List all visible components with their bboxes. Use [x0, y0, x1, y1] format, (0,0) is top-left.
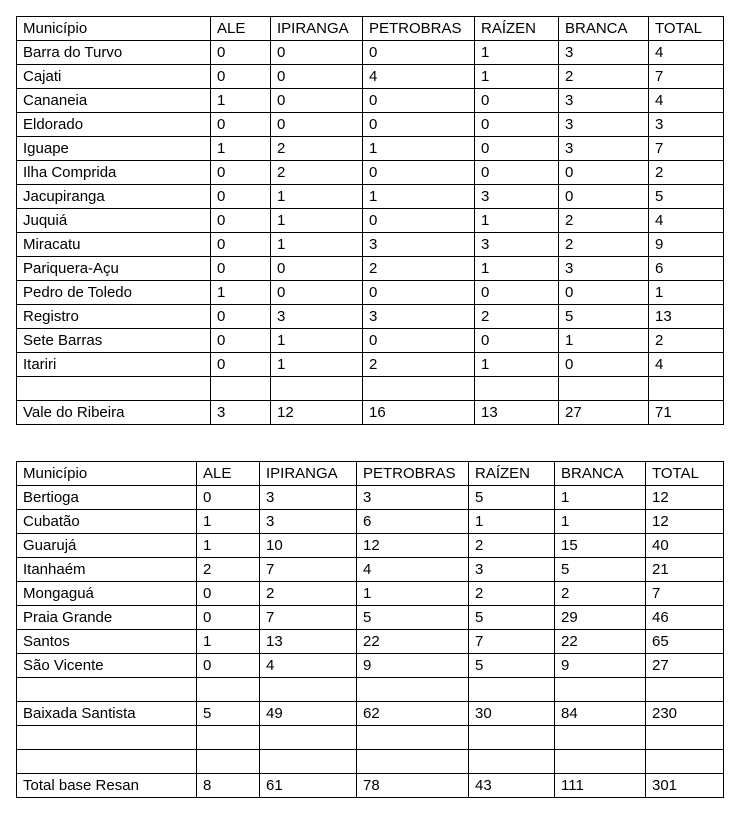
- value-cell: 3: [475, 233, 559, 257]
- municipality-cell: Jacupiranga: [17, 185, 211, 209]
- value-cell: [646, 750, 724, 774]
- table-row: [17, 606, 724, 630]
- value-cell: 10: [260, 534, 357, 558]
- table-row: [17, 329, 724, 353]
- table-row: [17, 774, 724, 798]
- value-cell: [197, 678, 260, 702]
- value-cell: 1: [475, 41, 559, 65]
- municipality-cell: Pedro de Toledo: [17, 281, 211, 305]
- table-row: [17, 113, 724, 137]
- value-cell: 2: [555, 582, 646, 606]
- value-cell: 22: [357, 630, 469, 654]
- value-cell: 1: [211, 281, 271, 305]
- value-cell: 2: [649, 329, 724, 353]
- municipality-cell: [17, 726, 197, 750]
- column-header: IPIRANGA: [271, 17, 363, 41]
- value-cell: 12: [646, 510, 724, 534]
- value-cell: 0: [475, 113, 559, 137]
- value-cell: 301: [646, 774, 724, 798]
- value-cell: 0: [271, 65, 363, 89]
- value-cell: 3: [559, 41, 649, 65]
- value-cell: 4: [649, 89, 724, 113]
- value-cell: 15: [555, 534, 646, 558]
- column-header: Município: [17, 462, 197, 486]
- value-cell: 13: [260, 630, 357, 654]
- value-cell: 9: [357, 654, 469, 678]
- value-cell: 43: [469, 774, 555, 798]
- municipality-cell: Santos: [17, 630, 197, 654]
- municipality-cell: Itariri: [17, 353, 211, 377]
- header-row: [17, 17, 724, 41]
- column-header: BRANCA: [555, 462, 646, 486]
- value-cell: 0: [363, 89, 475, 113]
- value-cell: 111: [555, 774, 646, 798]
- value-cell: 3: [559, 113, 649, 137]
- value-cell: 1: [271, 329, 363, 353]
- table-row: [17, 726, 724, 750]
- value-cell: [469, 726, 555, 750]
- value-cell: 2: [363, 353, 475, 377]
- value-cell: 0: [559, 353, 649, 377]
- value-cell: 71: [649, 401, 724, 425]
- table-baixada-santista: [16, 461, 724, 798]
- value-cell: 40: [646, 534, 724, 558]
- municipality-cell: Mongaguá: [17, 582, 197, 606]
- value-cell: 7: [260, 606, 357, 630]
- value-cell: [197, 726, 260, 750]
- table-vale-do-ribeira: [16, 16, 724, 425]
- value-cell: 0: [475, 161, 559, 185]
- value-cell: 2: [197, 558, 260, 582]
- value-cell: [260, 678, 357, 702]
- municipality-cell: Guarujá: [17, 534, 197, 558]
- value-cell: 12: [271, 401, 363, 425]
- value-cell: 0: [197, 654, 260, 678]
- table-row: [17, 702, 724, 726]
- municipality-cell: [17, 678, 197, 702]
- value-cell: 61: [260, 774, 357, 798]
- value-cell: 3: [271, 305, 363, 329]
- municipality-cell: Registro: [17, 305, 211, 329]
- column-header: RAÍZEN: [475, 17, 559, 41]
- value-cell: 0: [559, 185, 649, 209]
- value-cell: 0: [271, 257, 363, 281]
- municipality-cell: Total base Resan: [17, 774, 197, 798]
- municipality-cell: [17, 377, 211, 401]
- table-row: [17, 401, 724, 425]
- column-header: RAÍZEN: [469, 462, 555, 486]
- value-cell: 0: [475, 281, 559, 305]
- value-cell: 27: [559, 401, 649, 425]
- value-cell: 3: [363, 305, 475, 329]
- value-cell: 13: [475, 401, 559, 425]
- value-cell: 5: [649, 185, 724, 209]
- value-cell: 29: [555, 606, 646, 630]
- value-cell: 0: [271, 41, 363, 65]
- value-cell: 3: [559, 89, 649, 113]
- value-cell: 7: [469, 630, 555, 654]
- table-row: [17, 161, 724, 185]
- table-row: [17, 510, 724, 534]
- value-cell: 0: [363, 41, 475, 65]
- value-cell: 22: [555, 630, 646, 654]
- value-cell: 12: [646, 486, 724, 510]
- value-cell: [211, 377, 271, 401]
- value-cell: 2: [475, 305, 559, 329]
- value-cell: 1: [271, 185, 363, 209]
- table-row: [17, 558, 724, 582]
- value-cell: 1: [197, 630, 260, 654]
- value-cell: 1: [555, 510, 646, 534]
- table-row: [17, 257, 724, 281]
- value-cell: 1: [475, 353, 559, 377]
- value-cell: 8: [197, 774, 260, 798]
- value-cell: 78: [357, 774, 469, 798]
- value-cell: 2: [271, 137, 363, 161]
- value-cell: 1: [211, 137, 271, 161]
- value-cell: 1: [555, 486, 646, 510]
- value-cell: 62: [357, 702, 469, 726]
- value-cell: 2: [260, 582, 357, 606]
- value-cell: 2: [559, 233, 649, 257]
- column-header: BRANCA: [559, 17, 649, 41]
- value-cell: 4: [363, 65, 475, 89]
- value-cell: 0: [475, 137, 559, 161]
- table-row: [17, 582, 724, 606]
- value-cell: [357, 726, 469, 750]
- value-cell: [197, 750, 260, 774]
- value-cell: 7: [646, 582, 724, 606]
- value-cell: 2: [469, 582, 555, 606]
- value-cell: 0: [211, 329, 271, 353]
- value-cell: 46: [646, 606, 724, 630]
- municipality-cell: Itanhaém: [17, 558, 197, 582]
- value-cell: 0: [211, 113, 271, 137]
- value-cell: 4: [649, 353, 724, 377]
- value-cell: 30: [469, 702, 555, 726]
- value-cell: 6: [357, 510, 469, 534]
- table-row: [17, 654, 724, 678]
- value-cell: 0: [559, 281, 649, 305]
- value-cell: [357, 678, 469, 702]
- value-cell: 0: [197, 606, 260, 630]
- value-cell: 0: [211, 353, 271, 377]
- header-row: [17, 462, 724, 486]
- value-cell: 5: [469, 486, 555, 510]
- municipality-cell: Juquiá: [17, 209, 211, 233]
- value-cell: 16: [363, 401, 475, 425]
- value-cell: [357, 750, 469, 774]
- value-cell: 0: [271, 89, 363, 113]
- municipality-cell: Cubatão: [17, 510, 197, 534]
- value-cell: 5: [555, 558, 646, 582]
- value-cell: [649, 377, 724, 401]
- value-cell: 7: [649, 65, 724, 89]
- value-cell: 1: [211, 89, 271, 113]
- value-cell: 27: [646, 654, 724, 678]
- municipality-cell: Cajati: [17, 65, 211, 89]
- table-row: [17, 678, 724, 702]
- value-cell: 1: [475, 209, 559, 233]
- value-cell: 3: [559, 137, 649, 161]
- value-cell: 2: [271, 161, 363, 185]
- municipality-cell: Sete Barras: [17, 329, 211, 353]
- value-cell: [646, 726, 724, 750]
- value-cell: 2: [559, 65, 649, 89]
- value-cell: [559, 377, 649, 401]
- value-cell: 0: [197, 582, 260, 606]
- table-row: [17, 233, 724, 257]
- municipality-cell: Barra do Turvo: [17, 41, 211, 65]
- value-cell: [469, 678, 555, 702]
- value-cell: [260, 750, 357, 774]
- value-cell: 0: [271, 113, 363, 137]
- value-cell: 3: [357, 486, 469, 510]
- column-header: TOTAL: [646, 462, 724, 486]
- table-row: [17, 185, 724, 209]
- value-cell: [555, 726, 646, 750]
- value-cell: 13: [649, 305, 724, 329]
- value-cell: 0: [197, 486, 260, 510]
- value-cell: 1: [271, 353, 363, 377]
- value-cell: 2: [559, 209, 649, 233]
- value-cell: 3: [475, 185, 559, 209]
- value-cell: 230: [646, 702, 724, 726]
- table-row: [17, 486, 724, 510]
- value-cell: 0: [475, 329, 559, 353]
- table-row: [17, 305, 724, 329]
- value-cell: 0: [211, 257, 271, 281]
- value-cell: [271, 377, 363, 401]
- value-cell: 1: [357, 582, 469, 606]
- value-cell: 84: [555, 702, 646, 726]
- value-cell: 12: [357, 534, 469, 558]
- value-cell: 7: [649, 137, 724, 161]
- value-cell: 1: [271, 233, 363, 257]
- value-cell: 0: [363, 329, 475, 353]
- value-cell: 4: [357, 558, 469, 582]
- value-cell: 1: [363, 137, 475, 161]
- value-cell: 1: [271, 209, 363, 233]
- municipality-cell: Bertioga: [17, 486, 197, 510]
- value-cell: 0: [211, 305, 271, 329]
- table-row: [17, 281, 724, 305]
- value-cell: 2: [363, 257, 475, 281]
- value-cell: [363, 377, 475, 401]
- value-cell: 4: [649, 209, 724, 233]
- value-cell: 1: [475, 257, 559, 281]
- value-cell: 9: [555, 654, 646, 678]
- value-cell: 5: [197, 702, 260, 726]
- table-row: [17, 353, 724, 377]
- value-cell: 4: [260, 654, 357, 678]
- value-cell: [469, 750, 555, 774]
- column-header: TOTAL: [649, 17, 724, 41]
- value-cell: 49: [260, 702, 357, 726]
- column-header: Município: [17, 17, 211, 41]
- value-cell: 0: [211, 161, 271, 185]
- value-cell: 1: [197, 510, 260, 534]
- column-header: PETROBRAS: [357, 462, 469, 486]
- value-cell: 2: [469, 534, 555, 558]
- value-cell: 4: [649, 41, 724, 65]
- table-body: [17, 17, 724, 425]
- value-cell: 0: [559, 161, 649, 185]
- value-cell: 1: [559, 329, 649, 353]
- column-header: ALE: [197, 462, 260, 486]
- value-cell: 1: [363, 185, 475, 209]
- value-cell: 3: [469, 558, 555, 582]
- value-cell: 5: [469, 654, 555, 678]
- table-row: [17, 65, 724, 89]
- value-cell: 7: [260, 558, 357, 582]
- value-cell: 1: [475, 65, 559, 89]
- value-cell: 0: [363, 281, 475, 305]
- municipality-cell: [17, 750, 197, 774]
- value-cell: 0: [475, 89, 559, 113]
- table-row: [17, 377, 724, 401]
- municipality-cell: Ilha Comprida: [17, 161, 211, 185]
- value-cell: 3: [649, 113, 724, 137]
- value-cell: 1: [197, 534, 260, 558]
- value-cell: 1: [649, 281, 724, 305]
- value-cell: 3: [559, 257, 649, 281]
- column-header: IPIRANGA: [260, 462, 357, 486]
- table-row: [17, 750, 724, 774]
- table-body: [17, 462, 724, 798]
- value-cell: 0: [211, 41, 271, 65]
- value-cell: 0: [271, 281, 363, 305]
- value-cell: 0: [363, 161, 475, 185]
- value-cell: 5: [559, 305, 649, 329]
- value-cell: 9: [649, 233, 724, 257]
- municipality-cell: Miracatu: [17, 233, 211, 257]
- table-row: [17, 534, 724, 558]
- table-row: [17, 209, 724, 233]
- value-cell: 1: [469, 510, 555, 534]
- value-cell: [646, 678, 724, 702]
- value-cell: [260, 726, 357, 750]
- value-cell: 0: [211, 65, 271, 89]
- value-cell: 0: [363, 113, 475, 137]
- value-cell: 6: [649, 257, 724, 281]
- value-cell: [555, 678, 646, 702]
- column-header: PETROBRAS: [363, 17, 475, 41]
- value-cell: [555, 750, 646, 774]
- municipality-cell: Cananeia: [17, 89, 211, 113]
- table-row: [17, 630, 724, 654]
- table-row: [17, 89, 724, 113]
- value-cell: 0: [211, 233, 271, 257]
- value-cell: 3: [363, 233, 475, 257]
- value-cell: 3: [211, 401, 271, 425]
- municipality-cell: São Vicente: [17, 654, 197, 678]
- value-cell: 5: [469, 606, 555, 630]
- value-cell: 0: [363, 209, 475, 233]
- value-cell: 0: [211, 209, 271, 233]
- table-row: [17, 137, 724, 161]
- value-cell: 3: [260, 510, 357, 534]
- value-cell: 0: [211, 185, 271, 209]
- municipality-cell: Baixada Santista: [17, 702, 197, 726]
- municipality-cell: Praia Grande: [17, 606, 197, 630]
- municipality-cell: Iguape: [17, 137, 211, 161]
- value-cell: 5: [357, 606, 469, 630]
- table-row: [17, 41, 724, 65]
- municipality-cell: Eldorado: [17, 113, 211, 137]
- column-header: ALE: [211, 17, 271, 41]
- value-cell: 21: [646, 558, 724, 582]
- municipality-cell: Pariquera-Açu: [17, 257, 211, 281]
- municipality-cell: Vale do Ribeira: [17, 401, 211, 425]
- value-cell: 2: [649, 161, 724, 185]
- value-cell: 65: [646, 630, 724, 654]
- value-cell: 3: [260, 486, 357, 510]
- value-cell: [475, 377, 559, 401]
